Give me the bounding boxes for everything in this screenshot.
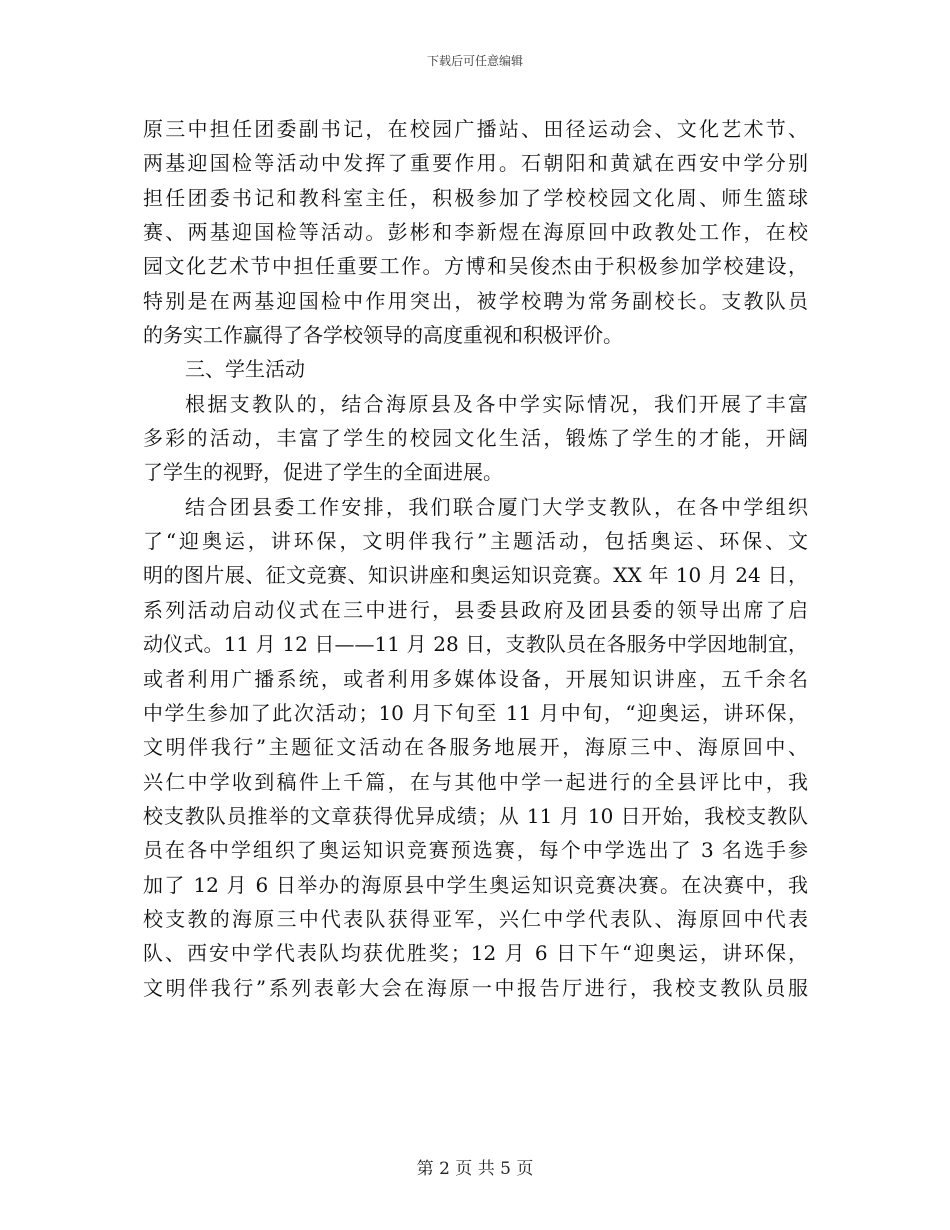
text-line: 担任团委书记和教科室主任，积极参加了学校校园文化周、师生篮球	[143, 185, 808, 210]
text-line: 校支教队员推举的文章获得优异成绩；从 11 月 10 日开始，我校支教队	[143, 803, 808, 828]
text-line: 根据支教队的，结合海原县及各中学实际情况，我们开展了丰富	[185, 391, 808, 416]
text-line: 了“迎奥运，讲环保，文明伴我行”主题活动，包括奥运、环保、文	[143, 529, 808, 554]
document-body	[143, 112, 808, 1005]
text-line: 原三中担任团委副书记，在校园广播站、田径运动会、文化艺术节、	[143, 117, 808, 141]
text-line: 明的图片展、征文竞赛、知识讲座和奥运知识竞赛。XX 年 10 月 24 日，	[143, 563, 808, 588]
text-line: 队、西安中学代表队均获优胜奖；12 月 6 日下午“迎奥运，讲环保，	[143, 941, 808, 966]
text-line: 加了 12 月 6 日举办的海原县中学生奥运知识竞赛决赛。在决赛中，我	[143, 872, 808, 897]
text-line: 了学生的视野，促进了学生的全面进展。	[143, 460, 503, 485]
page-number-footer: 第 2 页 共 5 页	[416, 1159, 534, 1179]
text-line: 动仪式。11 月 12 日——11 月 28 日，支教队员在各服务中学因地制宜，	[143, 632, 808, 657]
text-line: 文明伴我行”主题征文活动在各服务地展开，海原三中、海原回中、	[143, 735, 808, 760]
text-line: 或者利用广播系统，或者利用多媒体设备，开展知识讲座，五千余名	[143, 666, 808, 691]
section-heading: 三、学生活动	[185, 357, 305, 382]
text-line: 校支教的海原三中代表队获得亚军，兴仁中学代表队、海原回中代表	[143, 906, 808, 931]
text-line: 员在各中学组织了奥运知识竞赛预选赛，每个中学选出了 3 名选手参	[143, 838, 808, 863]
text-line: 中学生参加了此次活动；10 月下旬至 11 月中旬，“迎奥运，讲环保，	[143, 700, 808, 725]
text-line: 赛、两基迎国检等活动。彭彬和李新煜在海原回中政教处工作，在校	[143, 220, 808, 245]
text-line: 特别是在两基迎国检中作用突出，被学校聘为常务副校长。支教队员	[143, 288, 808, 313]
text-line: 文明伴我行”系列表彰大会在海原一中报告厅进行，我校支教队员服	[143, 975, 808, 1000]
text-line: 园文化艺术节中担任重要工作。方博和吴俊杰由于积极参加学校建设，	[143, 254, 808, 279]
text-line: 结合团县委工作安排，我们联合厦门大学支教队，在各中学组织	[185, 494, 808, 519]
text-line: 多彩的活动，丰富了学生的校园文化生活，锻炼了学生的才能，开阔	[143, 426, 808, 451]
page-header-note: 下载后可任意编辑	[426, 54, 523, 68]
text-line: 的务实工作赢得了各学校领导的高度重视和积极评价。	[143, 323, 623, 348]
text-line: 两基迎国检等活动中发挥了重要作用。石朝阳和黄斌在西安中学分别	[143, 151, 808, 176]
text-line: 系列活动启动仪式在三中进行，县委县政府及团县委的领导出席了启	[143, 597, 808, 622]
text-line: 兴仁中学收到稿件上千篇，在与其他中学一起进行的全县评比中，我	[143, 769, 808, 794]
